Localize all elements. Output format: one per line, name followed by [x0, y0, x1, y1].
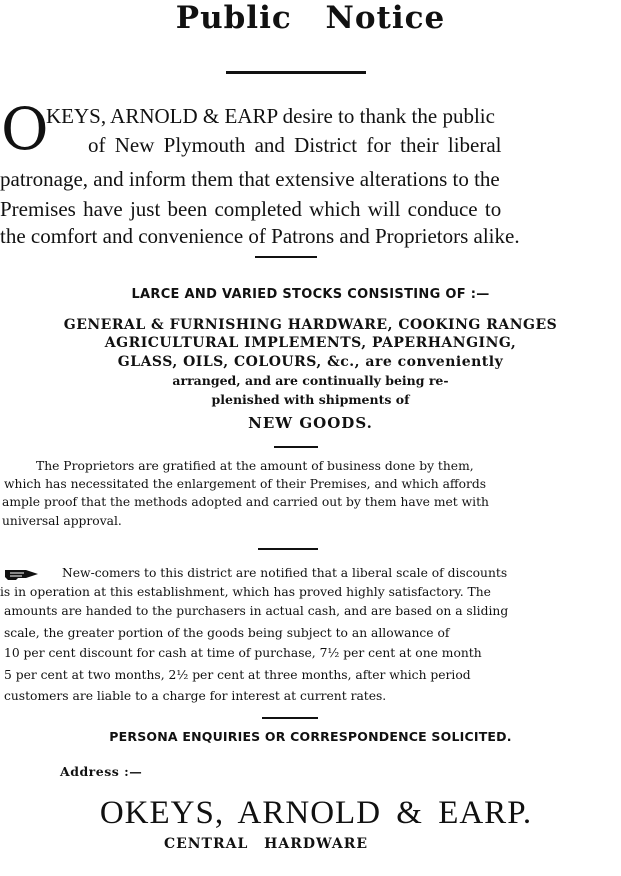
newcomers-line: is in operation at this establishment, which has proved highly satisfactory. The: [0, 585, 491, 599]
section-divider: [274, 446, 318, 448]
address-label: Address :—: [60, 764, 143, 779]
intro-line: patronage, and inform them that extensive alterations to the: [0, 167, 500, 191]
intro-line: Premises have just been completed which will conduce to: [0, 197, 502, 221]
proprietors-line: which has necessitated the enlargement of their Premises, and which affords: [4, 477, 487, 491]
title-divider: [226, 71, 366, 74]
firm-name: OKEYS, ARNOLD & EARP.: [99, 795, 533, 831]
newcomers-line: 5 per cent at two months, 2½ per cent at three months, after which period: [4, 668, 471, 682]
stocks-line: GENERAL & FURNISHING HARDWARE, COOKING RANGES: [63, 317, 558, 333]
intro-line: KEYS, ARNOLD & EARP desire to thank the public: [46, 104, 495, 128]
proprietors-line: The Proprietors are gratified at the amount of business done by them,: [36, 459, 474, 473]
stocks-line: plenished with shipments of: [211, 392, 410, 407]
section-divider: [255, 256, 317, 258]
stocks-line: arranged, and are continually being re-: [172, 373, 449, 388]
proprietors-line: ample proof that the methods adopted and carried out by them have met with: [2, 495, 489, 509]
stocks-heading: LARCE AND VARIED STOCKS CONSISTING OF :—: [131, 287, 490, 302]
newcomers-line: amounts are handed to the purchasers in actual cash, and are based on a sliding: [4, 604, 509, 618]
firm-subtitle: CENTRAL HARDWARE: [163, 836, 369, 852]
pointing-hand-icon: [4, 568, 40, 581]
stocks-line: GLASS, OILS, COLOURS, &c., are conveniently: [117, 354, 504, 370]
stocks-line: AGRICULTURAL IMPLEMENTS, PAPERHANGING,: [104, 335, 517, 351]
newcomers-line: New-comers to this district are notified that a liberal scale of discounts: [62, 566, 508, 580]
proprietors-line: universal approval.: [2, 514, 122, 528]
notice-title: Public Notice: [175, 0, 446, 36]
drop-cap: O: [1, 95, 49, 163]
new-goods-label: NEW GOODS.: [248, 414, 373, 432]
intro-line: the comfort and convenience of Patrons and Proprietors alike.: [0, 224, 520, 248]
newcomers-line: 10 per cent discount for cash at time of purchase, 7½ per cent at one month: [4, 646, 482, 660]
newcomers-line: customers are liable to a charge for interest at current rates.: [4, 689, 387, 703]
section-divider: [258, 548, 318, 550]
newcomers-line: scale, the greater portion of the goods being subject to an allowance of: [4, 626, 450, 640]
intro-line: of New Plymouth and District for their liberal: [88, 133, 502, 157]
section-divider: [262, 717, 318, 719]
enquiries-line: PERSONA ENQUIRIES OR CORRESPONDENCE SOLICITED.: [109, 729, 512, 744]
